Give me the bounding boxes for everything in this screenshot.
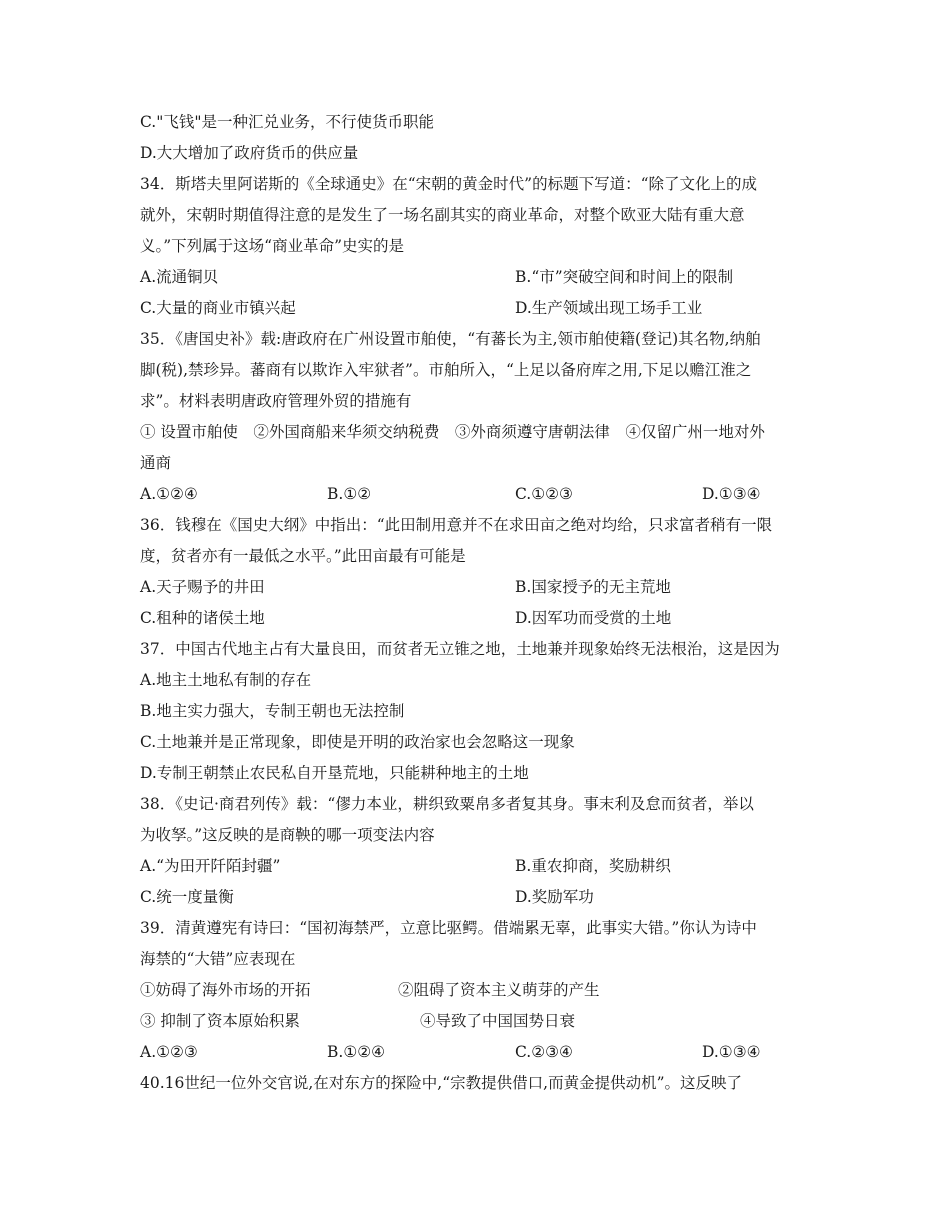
option-d-q36: D.因军功而受赏的土地 — [515, 609, 672, 627]
question-34-line-1: 34．斯塔夫里阿诺斯的《全球通史》在“宋朝的黄金时代”的标题下写道：“除了文化上的成 — [140, 175, 757, 193]
question-34-line-2: 就外，宋朝时期值得注意的是发生了一场名副其实的商业革命，对整个欧亚大陆有重大意 — [140, 206, 745, 224]
option-d-q33: D.大大增加了政府货币的供应量 — [140, 144, 359, 162]
question-40-line-1: 40.16世纪一位外交官说,在对东方的探险中,“宗教提供借口,而黄金提供动机”。这反映了 — [140, 1074, 743, 1092]
question-34-options-row-1 — [140, 267, 820, 287]
question-35-line-1: 35．《唐国史补》载:唐政府在广州设置市舶使，“有蕃长为主,领市舶使籍(登记)其名物,纳舶 — [140, 330, 761, 348]
question-38-options-row-1 — [140, 856, 820, 876]
option-c-q38: C.统一度量衡 — [140, 888, 234, 906]
option-a-q34: A.流通铜贝 — [140, 268, 219, 286]
option-d-q35: D.①③④ — [702, 485, 761, 503]
question-36-line-2: 度，贫者亦有一最低之水平。”此田亩最有可能是 — [140, 547, 466, 565]
option-b-q39: B.①②④ — [327, 1043, 386, 1061]
option-a-q38: A.“为田开阡陌封疆” — [140, 857, 281, 875]
question-39-line-1: 39．清黄遵宪有诗曰：“国初海禁严，立意比驱鳄。借端累无辜，此事实大错。”你认为诗中 — [140, 919, 757, 937]
option-a-q39: A.①②③ — [140, 1043, 198, 1061]
option-c-q34: C.大量的商业市镇兴起 — [140, 299, 296, 317]
option-b-q38: B.重农抑商，奖励耕织 — [515, 857, 671, 875]
question-35-line-3: 求”。材料表明唐政府管理外贸的措施有 — [140, 392, 412, 410]
option-a-q35: A.①②④ — [140, 485, 198, 503]
option-b-q37: B.地主实力强大，专制王朝也无法控制 — [140, 702, 405, 720]
option-d-q37: D.专制王朝禁止农民私自开垦荒地，只能耕种地主的土地 — [140, 764, 529, 782]
statement-3-q39: ③ 抑制了资本原始积累 — [140, 1012, 300, 1030]
question-39-statements-row-1 — [140, 980, 820, 1000]
statement-1-q39: ①妨碍了海外市场的开拓 — [140, 981, 311, 999]
option-d-q34: D.生产领域出现工场手工业 — [515, 299, 703, 317]
question-37-line-1: 37．中国古代地主占有大量良田，而贫者无立锥之地，土地兼并现象始终无法根治，这是因为 — [140, 640, 780, 658]
option-c-q39: C.②③④ — [515, 1043, 573, 1061]
question-39-line-2: 海禁的“大错”应表现在 — [140, 950, 296, 968]
question-35-line-2: 脚(税),禁珍异。蕃商有以欺诈入牢狱者”。市舶所入，“上足以备府库之用,下足以赡江淮之 — [140, 361, 752, 379]
option-a-q36: A.天子赐予的井田 — [140, 578, 265, 596]
question-39-options — [140, 1042, 820, 1062]
question-38-line-1: 38．《史记·商君列传》载：“僇力本业，耕织致粟帛多者复其身。事末利及怠而贫者，举以 — [140, 795, 754, 813]
option-c-q33: C."飞钱"是一种汇兑业务，不行使货币职能 — [140, 113, 434, 131]
option-b-q34: B.“市”突破空间和时间上的限制 — [515, 268, 734, 286]
option-b-q36: B.国家授予的无主荒地 — [515, 578, 671, 596]
question-36-options-row-2 — [140, 608, 820, 628]
question-38-line-2: 为收孥。”这反映的是商鞅的哪一项变法内容 — [140, 826, 435, 844]
question-34-options-row-2 — [140, 298, 820, 318]
option-d-q39: D.①③④ — [702, 1043, 761, 1061]
statement-4-q39: ④导致了中国国势日衰 — [420, 1012, 576, 1030]
question-39-statements-row-2 — [140, 1011, 820, 1031]
statement-2-q39: ②阻碍了资本主义萌芽的产生 — [398, 981, 600, 999]
option-c-q37: C.土地兼并是正常现象，即使是开明的政治家也会忽略这一现象 — [140, 733, 575, 751]
option-c-q36: C.租种的诸侯土地 — [140, 609, 265, 627]
option-c-q35: C.①②③ — [515, 485, 573, 503]
option-a-q37: A.地主土地私有制的存在 — [140, 671, 312, 689]
question-36-options-row-1 — [140, 577, 820, 597]
question-35-options — [140, 484, 820, 504]
question-34-line-3: 义。”下列属于这场“商业革命”史实的是 — [140, 237, 405, 255]
question-35-statements-2: 通商 — [140, 454, 172, 472]
question-38-options-row-2 — [140, 887, 820, 907]
question-35-statements-1: ① 设置市舶使 ②外国商船来华须交纳税费 ③外商须遵守唐朝法律 ④仅留广州一地对外 — [140, 423, 765, 441]
option-d-q38: D.奖励军功 — [515, 888, 594, 906]
question-36-line-1: 36．钱穆在《国史大纲》中指出：“此田制用意并不在求田亩之绝对均给，只求富者稍有一限 — [140, 516, 773, 534]
option-b-q35: B.①② — [327, 485, 372, 503]
